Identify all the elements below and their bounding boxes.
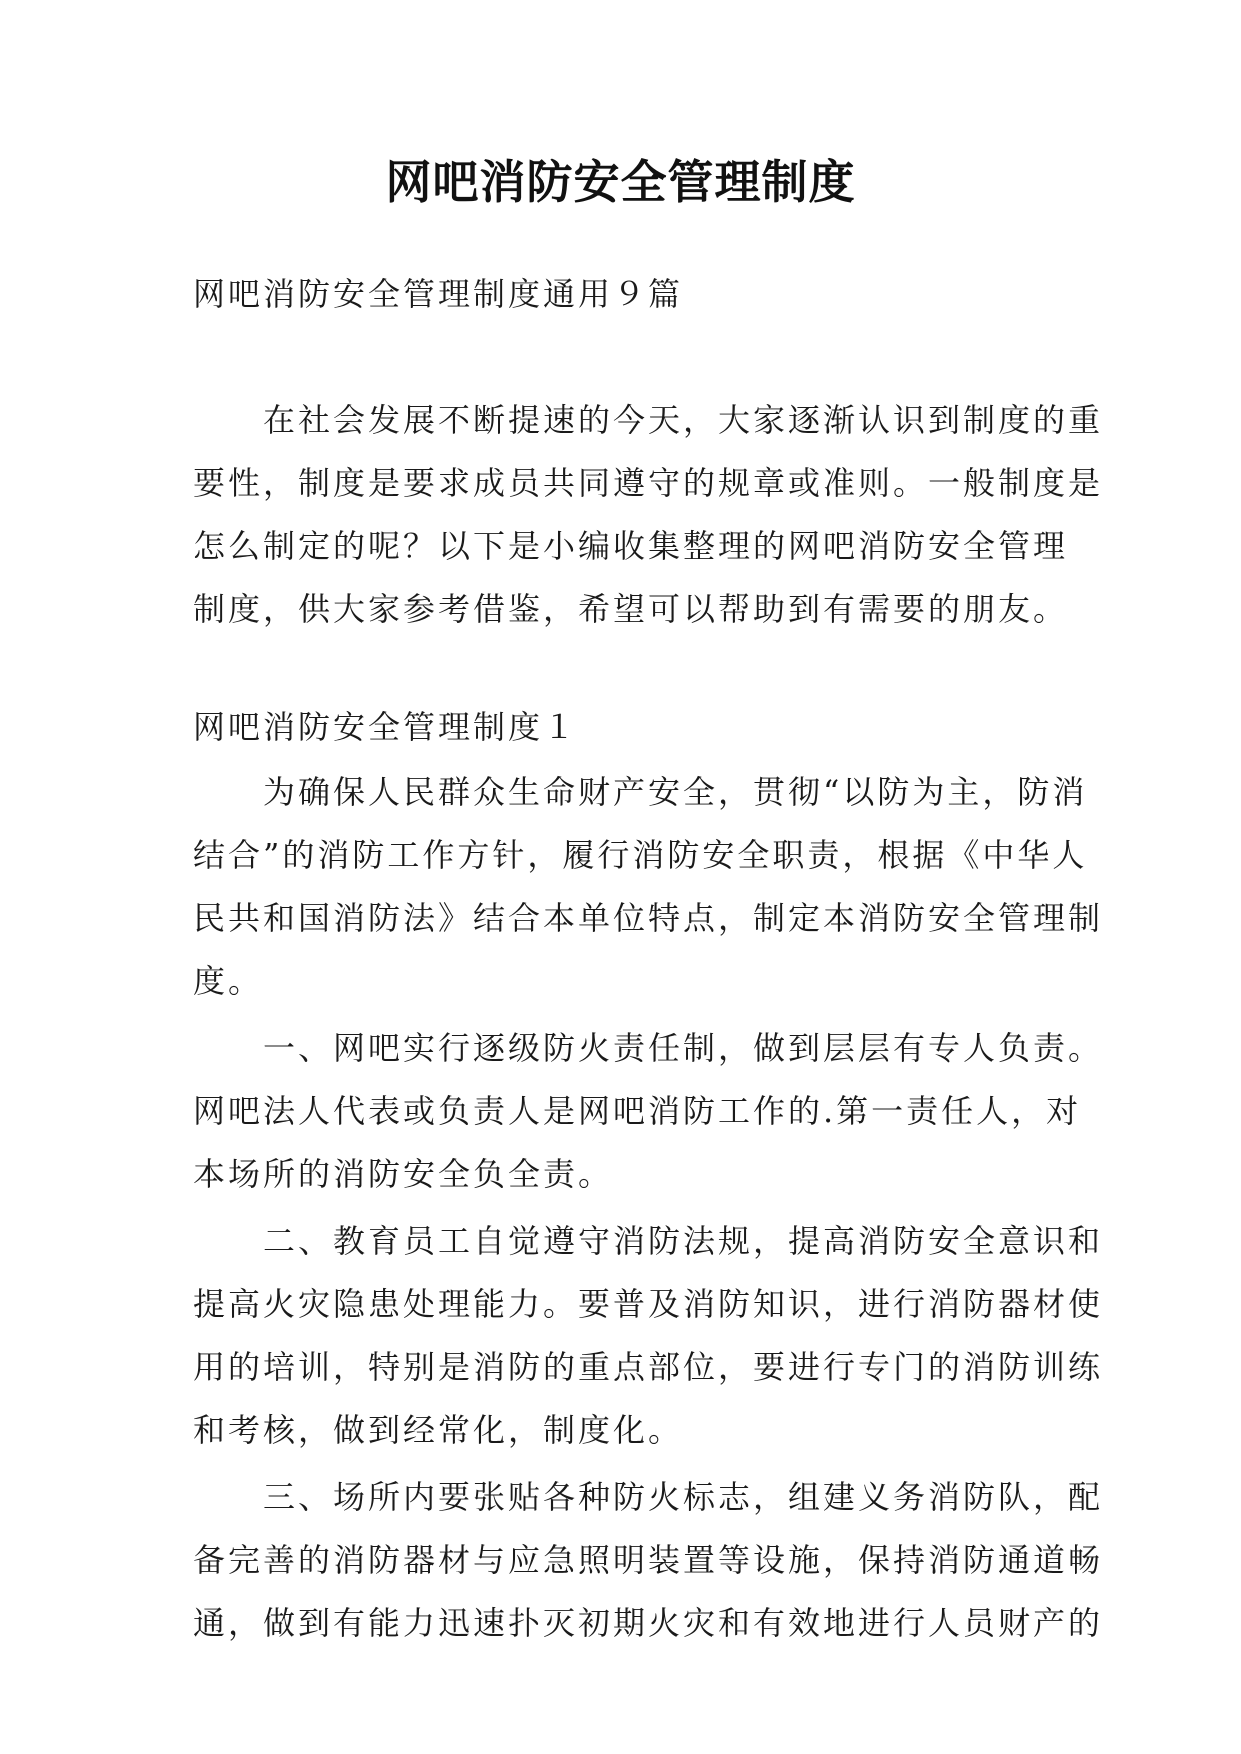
paragraph-line: 提高火灾隐患处理能力。要普及消防知识，进行消防器材使: [193, 1285, 1104, 1323]
intro-line: 要性，制度是要求成员共同遵守的规章或准则。一般制度是: [193, 464, 1104, 502]
paragraph-line: 本场所的消防安全负全责。: [193, 1155, 614, 1193]
paragraph-line: 备完善的消防器材与应急照明装置等设施，保持消防通道畅: [193, 1541, 1104, 1579]
paragraph-item-3: [193, 1466, 1104, 1655]
intro-line: 怎么制定的呢？以下是小编收集整理的网吧消防安全管理: [193, 527, 1069, 565]
paragraph-line: 结合”的消防工作方针，履行消防安全职责，根据《中华人: [193, 836, 1088, 874]
section-title: 网吧消防安全管理制度１: [193, 708, 579, 746]
paragraph-line: 二、教育员工自觉遵守消防法规，提高消防安全意识和: [193, 1222, 1104, 1260]
paragraph-line: 一、网吧实行逐级防火责任制，做到层层有专人负责。: [193, 1029, 1104, 1067]
paragraph-line: 民共和国消防法》结合本单位特点，制定本消防安全管理制: [193, 899, 1104, 937]
intro-paragraph: [193, 389, 1104, 641]
paragraph-line: 度。: [193, 962, 264, 1000]
paragraph-line: 用的培训，特别是消防的重点部位，要进行专门的消防训练: [193, 1348, 1104, 1386]
paragraph-line: 三、场所内要张贴各种防火标志，组建义务消防队，配: [193, 1478, 1104, 1516]
document-title: 网吧消防安全管理制度: [385, 155, 856, 209]
intro-line: 制度，供大家参考借鉴，希望可以帮助到有需要的朋友。: [193, 590, 1069, 628]
intro-line: 在社会发展不断提速的今天，大家逐渐认识到制度的重: [193, 401, 1104, 439]
paragraph-line: 和考核，做到经常化，制度化。: [193, 1411, 684, 1449]
paragraph-item-1: [193, 1017, 1104, 1206]
document-subtitle: 网吧消防安全管理制度通用９篇: [193, 275, 684, 313]
paragraph-line: 通，做到有能力迅速扑灭初期火灾和有效地进行人员财产的: [193, 1604, 1104, 1642]
paragraph-line: 为确保人民群众生命财产安全，贯彻“以防为主，防消: [193, 773, 1088, 811]
paragraph-preamble: [193, 761, 1104, 1013]
paragraph-item-2: [193, 1210, 1104, 1462]
paragraph-line: 网吧法人代表或负责人是网吧消防工作的.第一责任人，对: [193, 1092, 1082, 1130]
document-body: [193, 263, 1104, 1659]
